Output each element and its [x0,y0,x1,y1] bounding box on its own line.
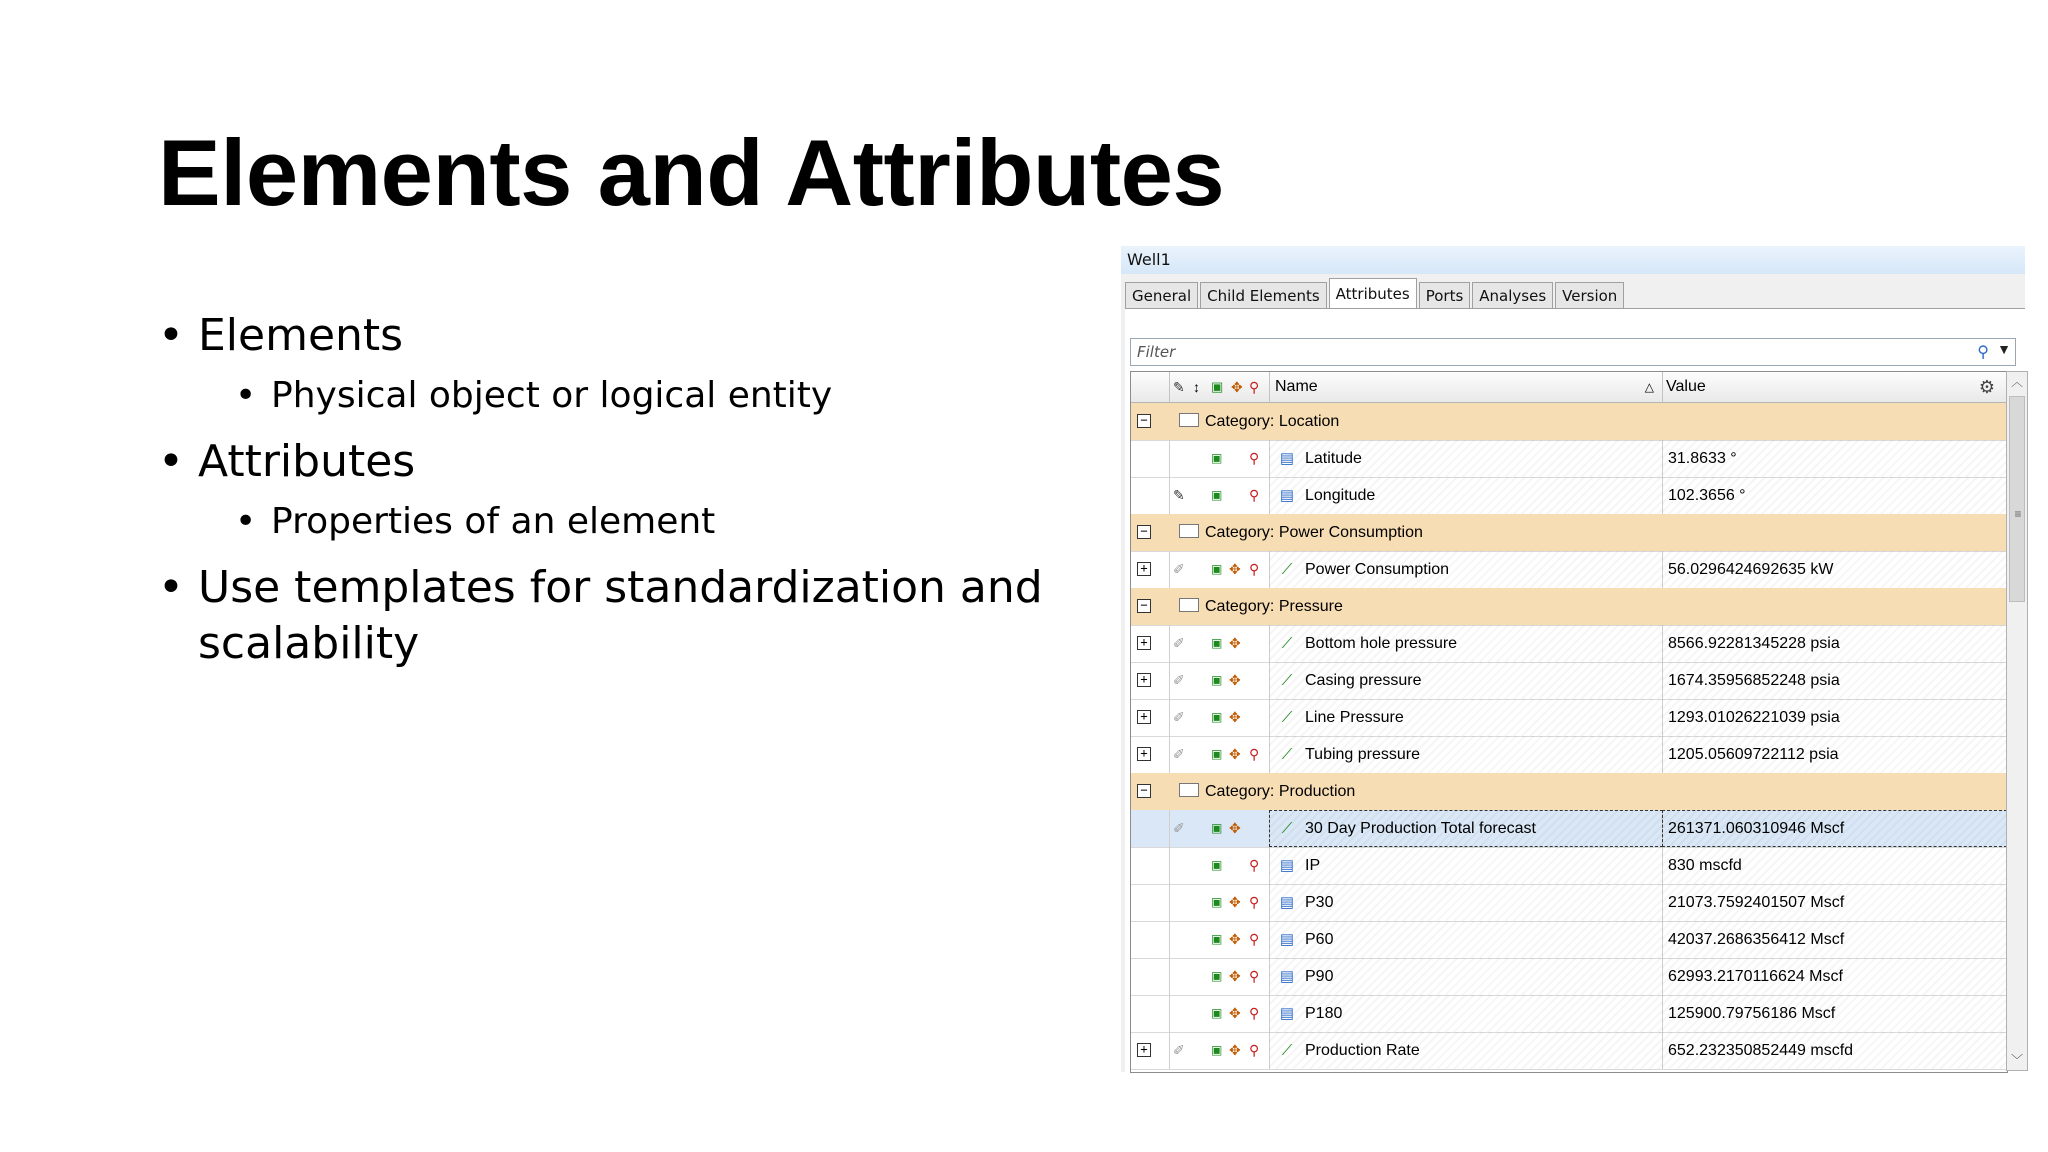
config-item-icon: ▣ [1211,747,1223,761]
category-text: Category: Power Consumption [1205,524,1423,541]
bullet-templates: • Use templates for standardization and scalability [158,560,1058,672]
category-text: Category: Pressure [1205,598,1343,615]
category-row[interactable] [1131,403,2007,441]
pi-point-icon: ⟋ [1281,561,1293,578]
excluded-icon: ⚲ [1249,1042,1260,1058]
category-row[interactable] [1131,514,2007,552]
table-lookup-icon: ▤ [1279,487,1295,504]
attributes-grid [1130,371,2008,1073]
expander-cell [1131,995,1170,1032]
attribute-name: P90 [1305,968,1334,985]
attribute-row[interactable] [1131,662,2007,700]
config-flag-icon: ▣ [1211,379,1224,394]
attribute-name-cell[interactable] [1269,1032,1663,1069]
flags-cell [1169,662,1270,699]
config-item-icon: ▣ [1211,710,1223,724]
header-name[interactable] [1269,372,1663,402]
flags-cell [1169,736,1270,773]
flags-cell [1169,440,1270,477]
category-text: Category: Location [1205,413,1340,430]
window-title: Well1 [1121,246,2025,274]
attribute-value[interactable]: 56.0296424692635 kW [1662,551,2007,588]
excluded-icon: ⚲ [1249,450,1260,466]
attribute-name-cell[interactable] [1269,551,1663,588]
attribute-name-cell[interactable] [1269,699,1663,736]
datareference-icon: ✥ [1229,746,1241,762]
attribute-value[interactable]: 1674.35956852248 psia [1662,662,2007,699]
flags-cell [1169,958,1270,995]
pen-disabled-icon: ✐ [1173,820,1185,836]
bullet-attributes: • Attributes [158,434,1058,490]
collapse-icon[interactable]: − [1137,784,1151,798]
attribute-value[interactable]: 652.232350852449 mscfd [1662,1032,2007,1069]
expander-cell [1131,477,1170,514]
pen-disabled-icon: ✐ [1173,672,1185,688]
flags-cell [1169,1032,1270,1069]
excluded-icon: ⚲ [1249,894,1260,910]
category-row[interactable] [1131,588,2007,626]
excluded-icon: ⚲ [1249,487,1260,503]
attribute-value[interactable]: 125900.79756186 Mscf [1662,995,2007,1032]
attribute-name-cell[interactable] [1269,440,1663,477]
expander-cell [1131,884,1170,921]
attribute-row[interactable] [1131,477,2007,515]
flags-cell [1169,995,1270,1032]
category-label [1169,588,1343,625]
expander-cell [1131,625,1170,662]
attribute-row[interactable] [1131,440,2007,478]
attribute-name: Longitude [1305,487,1376,504]
header-value-label: Value [1666,378,1706,395]
scroll-up-icon[interactable]: ︿ [2010,375,2023,389]
tab-general[interactable]: General [1125,282,1198,310]
collapse-icon[interactable]: − [1137,414,1151,428]
expand-icon[interactable]: + [1137,562,1151,576]
attribute-row[interactable] [1131,1032,2007,1070]
flags-cell [1169,625,1270,662]
excluded-flag-icon: ⚲ [1249,379,1260,395]
expander-cell [1131,736,1170,773]
excluded-icon: ⚲ [1249,561,1260,577]
attribute-row[interactable] [1131,921,2007,959]
table-lookup-icon: ▤ [1279,1005,1295,1022]
config-item-icon: ▣ [1211,821,1223,835]
pi-point-icon: ⟋ [1281,746,1293,763]
category-label [1169,403,1339,440]
tab-version[interactable]: Version [1555,282,1624,310]
pen-disabled-icon: ✐ [1173,561,1185,577]
filter-box [1130,338,2016,366]
tab-analyses[interactable]: Analyses [1472,282,1553,310]
scroll-down-icon[interactable]: ﹀ [2010,1053,2023,1067]
header-name-label: Name [1275,378,1318,395]
attribute-value[interactable]: 1205.05609722112 psia [1662,736,2007,773]
flags-cell [1169,551,1270,588]
attribute-name: Tubing pressure [1305,746,1421,763]
edit-flag-icon: ✎ [1173,379,1185,395]
attribute-name-cell[interactable] [1269,477,1663,514]
gear-icon[interactable]: ⚙ [1978,377,1995,397]
tab-ports[interactable]: Ports [1419,282,1471,310]
config-item-icon: ▣ [1211,895,1223,909]
attribute-value[interactable]: 1293.01026221039 psia [1662,699,2007,736]
category-folder-icon [1179,783,1199,797]
expander-cell [1131,440,1170,477]
category-folder-icon [1179,413,1199,427]
attribute-name: Latitude [1305,450,1362,467]
expander-cell [1131,1032,1170,1069]
datareference-icon: ✥ [1229,820,1241,836]
expander-cell [1131,773,1169,810]
expander-cell [1131,662,1170,699]
attribute-row[interactable] [1131,958,2007,996]
pen-icon: ✎ [1173,487,1185,503]
attribute-row[interactable] [1131,551,2007,589]
config-item-icon: ▣ [1211,562,1223,576]
collapse-icon[interactable]: − [1137,525,1151,539]
pi-point-icon: ⟋ [1281,635,1293,652]
datareference-icon: ✥ [1229,635,1241,651]
pi-point-icon: ⟋ [1281,672,1293,689]
slide-title: Elements and Attributes [158,120,1225,225]
expander-cell [1131,921,1170,958]
attribute-name-cell[interactable] [1269,625,1663,662]
excluded-icon: ⚲ [1249,746,1260,762]
attribute-name: 30 Day Production Total forecast [1305,820,1536,837]
filter-dropdown-icon[interactable]: ▼ [1997,341,2011,357]
attribute-name-cell[interactable] [1269,847,1663,884]
filter-input[interactable] [1131,339,1983,365]
datareference-icon: ✥ [1229,1005,1241,1021]
pen-disabled-icon: ✐ [1173,709,1185,725]
config-item-icon: ▣ [1211,636,1223,650]
header-flags-col [1169,372,1270,402]
scroll-thumb[interactable] [2009,396,2025,602]
tab-child-elements[interactable]: Child Elements [1200,282,1327,310]
expander-cell [1131,551,1170,588]
attribute-name-cell[interactable] [1269,995,1663,1032]
config-item-icon: ▣ [1211,451,1223,465]
attribute-value[interactable]: 62993.2170116624 Mscf [1662,958,2007,995]
table-lookup-icon: ▤ [1279,931,1295,948]
datareference-icon: ✥ [1229,672,1241,688]
attribute-name-cell[interactable] [1269,921,1663,958]
attribute-name: P30 [1305,894,1334,911]
expander-cell [1131,699,1170,736]
pi-point-icon: ⟋ [1281,820,1293,837]
datareference-icon: ✥ [1229,561,1241,577]
attribute-name-cell[interactable] [1269,662,1663,699]
attribute-value[interactable]: 830 mscfd [1662,847,2007,884]
attribute-name-cell[interactable] [1269,736,1663,773]
config-item-icon: ▣ [1211,1006,1223,1020]
expander-cell [1131,847,1170,884]
category-label [1169,514,1423,551]
flags-cell [1169,921,1270,958]
pen-disabled-icon: ✐ [1173,1042,1185,1058]
attribute-name-cell[interactable] [1269,810,1663,847]
expand-icon[interactable]: + [1137,1043,1151,1057]
attribute-value[interactable]: 42037.2686356412 Mscf [1662,921,2007,958]
bullet-list [158,308,1058,680]
excluded-icon: ⚲ [1249,857,1260,873]
flags-cell [1169,699,1270,736]
config-item-icon: ▣ [1211,1043,1223,1057]
attribute-row[interactable] [1131,995,2007,1033]
table-lookup-icon: ▤ [1279,968,1295,985]
header-expander-col [1131,372,1170,402]
config-item-icon: ▣ [1211,673,1223,687]
category-folder-icon [1179,524,1199,538]
category-label [1169,773,1355,810]
grid-header [1131,372,2007,403]
attribute-name: Bottom hole pressure [1305,635,1458,652]
attribute-value[interactable]: 261371.060310946 Mscf [1662,810,2007,847]
collapse-icon[interactable]: − [1137,599,1151,613]
attribute-row[interactable] [1131,810,2007,848]
category-folder-icon [1179,598,1199,612]
attribute-row[interactable] [1131,625,2007,663]
pi-point-icon: ⟋ [1281,1042,1293,1059]
pi-point-icon: ⟋ [1281,709,1293,726]
excluded-icon: ⚲ [1249,968,1260,984]
datareference-icon: ✥ [1229,709,1241,725]
flags-cell [1169,477,1270,514]
header-value[interactable] [1662,372,2007,402]
attribute-name: Casing pressure [1305,672,1422,689]
datareference-icon: ✥ [1229,968,1241,984]
attribute-row[interactable] [1131,884,2007,922]
expander-cell [1131,514,1169,551]
datareference-icon: ✥ [1229,894,1241,910]
table-lookup-icon: ▤ [1279,450,1295,467]
config-item-icon: ▣ [1211,969,1223,983]
attribute-name: Power Consumption [1305,561,1450,578]
expander-cell [1131,958,1170,995]
sort-flag-icon: ↕ [1193,379,1200,395]
attribute-name: P180 [1305,1005,1343,1022]
attribute-name: Production Rate [1305,1042,1420,1059]
grip-icon: ≡ [2014,507,2022,521]
flags-cell [1169,810,1270,847]
attribute-value[interactable]: 31.8633 ° [1662,440,2007,477]
table-lookup-icon: ▤ [1279,894,1295,911]
sort-ascending-icon: △ [1644,380,1654,394]
flags-cell [1169,847,1270,884]
table-lookup-icon: ▤ [1279,857,1295,874]
expander-cell [1131,403,1169,440]
expand-icon[interactable]: + [1137,636,1151,650]
sub-bullet-attributes: • Properties of an element [158,498,1058,546]
tab-bar [1125,280,1624,308]
excluded-icon: ⚲ [1249,1005,1260,1021]
datareference-flag-icon: ✥ [1231,379,1243,395]
excluded-icon: ⚲ [1249,931,1260,947]
flags-cell [1169,884,1270,921]
pen-disabled-icon: ✐ [1173,746,1185,762]
expander-cell [1131,588,1169,625]
category-row[interactable] [1131,773,2007,811]
expand-icon[interactable]: + [1137,673,1151,687]
attribute-value[interactable]: 102.3656 ° [1662,477,2007,514]
datareference-icon: ✥ [1229,931,1241,947]
tab-attributes[interactable]: Attributes [1329,278,1417,310]
datareference-icon: ✥ [1229,1042,1241,1058]
attribute-name: P60 [1305,931,1334,948]
attribute-name: IP [1305,857,1321,874]
expand-icon[interactable]: + [1137,747,1151,761]
category-text: Category: Production [1205,783,1356,800]
attribute-row[interactable] [1131,847,2007,885]
attribute-row[interactable] [1131,736,2007,774]
config-item-icon: ▣ [1211,488,1223,502]
pen-disabled-icon: ✐ [1173,635,1185,651]
attribute-name-cell[interactable] [1269,884,1663,921]
bullet-elements: • Elements [158,308,1058,364]
config-item-icon: ▣ [1211,932,1223,946]
config-item-icon: ▣ [1211,858,1223,872]
attribute-name: Line Pressure [1305,709,1404,726]
expander-cell [1131,810,1170,847]
attribute-value[interactable]: 21073.7592401507 Mscf [1662,884,2007,921]
attribute-row[interactable] [1131,699,2007,737]
sub-bullet-elements: • Physical object or logical entity [158,372,1058,420]
attribute-value[interactable]: 8566.92281345228 psia [1662,625,2007,662]
expand-icon[interactable]: + [1137,710,1151,724]
search-icon[interactable]: ⚲ [1977,344,1989,361]
vertical-scrollbar[interactable] [2006,371,2028,1071]
attribute-name-cell[interactable] [1269,958,1663,995]
